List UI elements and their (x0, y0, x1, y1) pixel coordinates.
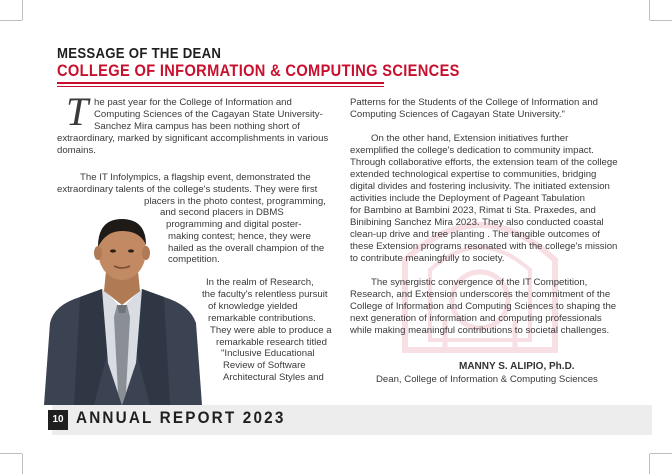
crop-mark (22, 454, 23, 474)
left-line: extraordinary talents of the college's students. They were first (57, 184, 318, 195)
left-line: Architectural Styles and (223, 372, 324, 383)
header-rule-thin (57, 86, 384, 87)
dean-name: MANNY S. ALIPIO, Ph.D. (459, 361, 575, 372)
left-line: Sanchez Mira campus has been nothing short of (94, 121, 300, 132)
right-line: Research, and Extension underscores the commitment of the (350, 289, 611, 300)
left-line: Review of Software (223, 360, 306, 371)
right-line: digital divides and fostering inclusivity. The initiated extension (350, 181, 610, 192)
left-line: In the realm of Research, (206, 277, 314, 288)
crop-mark (650, 20, 672, 21)
right-line: Binibining Sanchez Mira 2023. They also conducted coastal (350, 217, 604, 228)
left-line: extraordinary, marked by significant accomplishments in various (57, 133, 329, 144)
right-line: for Bambino at Bambini 2023, Rimat ti Sta. Praxedes, and (350, 205, 596, 216)
left-line: of knowledge yielded (208, 301, 298, 312)
crop-mark (0, 20, 22, 21)
left-line: "Inclusive Educational (221, 348, 315, 359)
right-line: to contribute meaningfully to society. (350, 253, 505, 264)
dean-portrait (40, 213, 205, 405)
left-line: he past year for the College of Information and (94, 97, 292, 108)
crop-mark (22, 0, 23, 20)
page-title-line2: COLLEGE OF INFORMATION & COMPUTING SCIENCES (57, 61, 460, 80)
drop-cap: T (66, 89, 89, 134)
crop-mark (649, 0, 650, 20)
right-line: Through collaborative efforts, the extension team of the college (350, 157, 618, 168)
right-line: Computing Sciences of Cagayan State University." (350, 109, 565, 120)
left-line: remarkable contributions. (208, 313, 316, 324)
left-line: They were able to produce a (210, 325, 332, 336)
left-line: placers in the photo contest, programming, (144, 196, 326, 207)
left-line: making contest; hence, they were (168, 231, 311, 242)
crop-mark (649, 454, 650, 474)
header-rule (57, 82, 384, 84)
left-line: Computing Sciences of the Cagayan State University- (94, 109, 323, 120)
page-number: 10 (48, 410, 68, 430)
right-line: On the other hand, Extension initiatives further (371, 133, 569, 144)
left-line: and second placers in DBMS (160, 207, 284, 218)
left-line: The IT Infolympics, a flagship event, demonstrated the (80, 172, 311, 183)
right-line: activities include the Deployment of Pageant Tabulation (350, 193, 586, 204)
right-line: College of Information and Computing Sciences to shaping the (350, 301, 617, 312)
right-line: these Extension programs resonated with the college's mission (350, 241, 618, 252)
left-line: competition. (168, 254, 220, 265)
left-line: remarkable research titled (216, 337, 327, 348)
right-line: while making meaningful contributions to societal challenges. (350, 325, 610, 336)
right-line: extended technological expertise to communities, bridging (350, 169, 597, 180)
right-line: clean-up drive and tree planting . The tangible outcomes of (350, 229, 600, 240)
left-line: programming and digital poster- (166, 219, 302, 230)
left-line: the faculty's relentless pursuit (202, 289, 328, 300)
left-line: domains. (57, 145, 96, 156)
page-title-line1: MESSAGE OF THE DEAN (57, 45, 222, 62)
right-line: exemplified the college's dedication to community impact. (350, 145, 594, 156)
left-line: hailed as the overall champion of the (168, 243, 325, 254)
right-line: The synergistic convergence of the IT Competition, (371, 277, 588, 288)
right-line: next generation of information and computing professionals (350, 313, 602, 324)
dean-title: Dean, College of Information & Computing Sciences (376, 374, 598, 385)
crop-mark (0, 453, 22, 454)
crop-mark (650, 453, 672, 454)
right-line: Patterns for the Students of the College of Information and (350, 97, 598, 108)
footer-title: ANNUAL REPORT 2023 (76, 408, 286, 427)
